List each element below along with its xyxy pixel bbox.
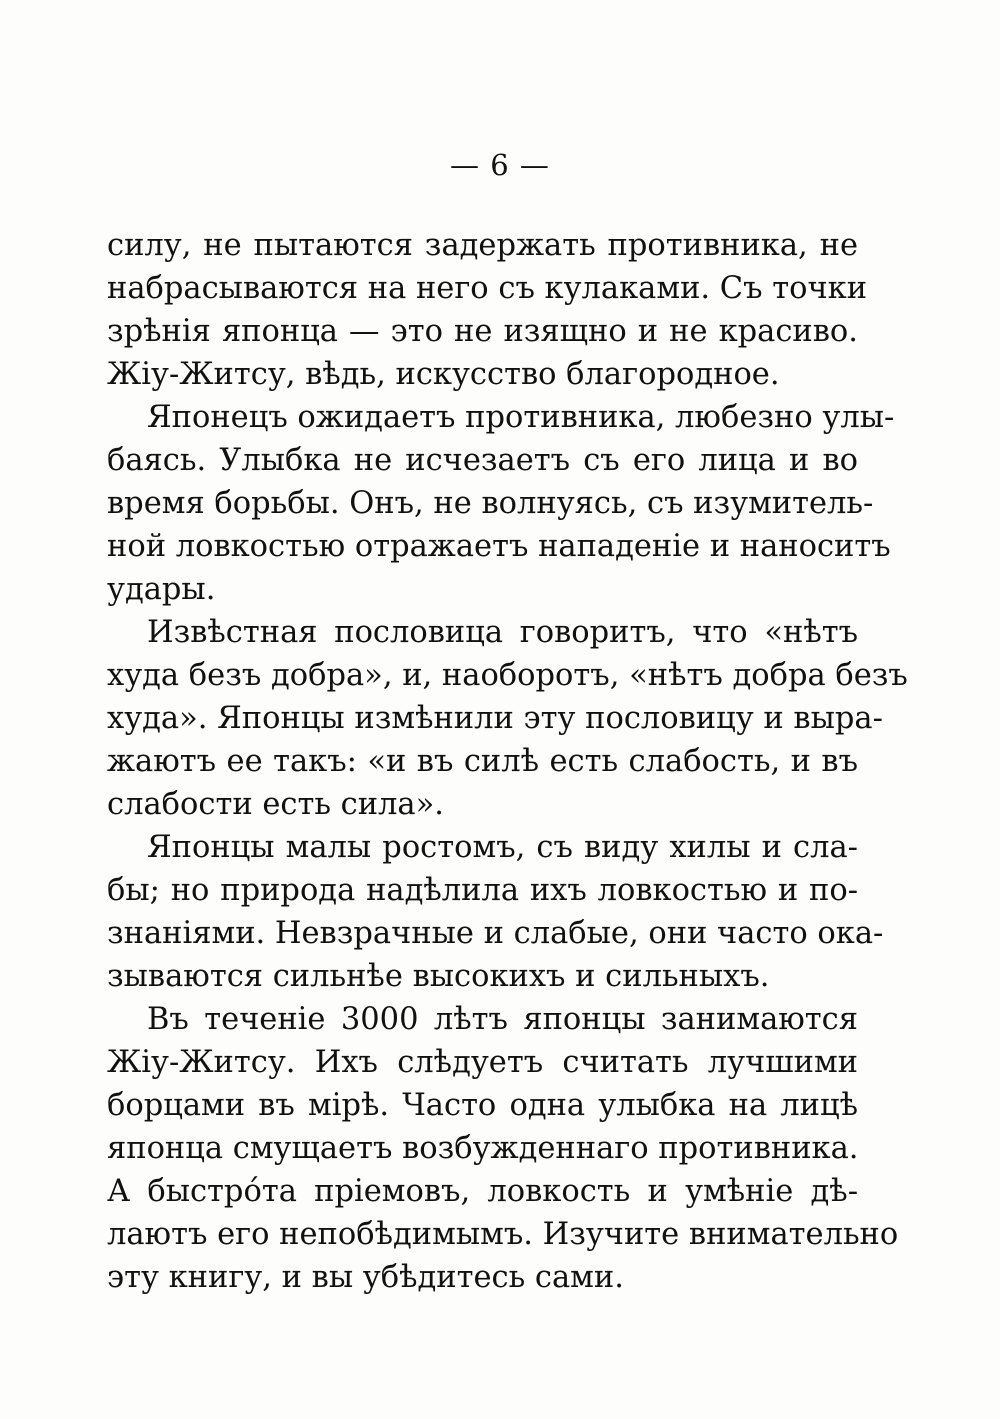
text-line: эту книгу, и вы убѣдитесь сами. bbox=[107, 1260, 624, 1295]
paragraph bbox=[107, 396, 895, 611]
page-number: — 6 — bbox=[450, 148, 550, 182]
paragraph bbox=[107, 224, 868, 396]
text-line: ной ловкостью отражаетъ нападеніе и наноситъ bbox=[107, 529, 891, 564]
text-line: удары. bbox=[107, 572, 216, 607]
text-line: зрѣнія японца — это не изящно и не красиво. bbox=[107, 314, 858, 349]
text-line: Жіу-Житсу. Ихъ слѣдуетъ считать лучшими bbox=[107, 1045, 858, 1080]
text-line: Въ теченіе 3000 лѣтъ японцы занимаются bbox=[147, 1002, 858, 1037]
paragraph bbox=[107, 826, 884, 998]
text-line: жаютъ ее такъ: «и въ силѣ есть слабость, и въ bbox=[107, 744, 858, 779]
text-line: борцами въ мірѣ. Часто одна улыбка на лицѣ bbox=[107, 1088, 858, 1123]
text-line: знаніями. Невзрачные и слабые, они часто ока- bbox=[107, 916, 884, 951]
text-line: набрасываются на него съ кулаками. Съ точки bbox=[107, 271, 868, 306]
text-line: слабости есть сила». bbox=[107, 787, 444, 822]
text-line: Японецъ ожидаетъ противника, любезно улы- bbox=[147, 400, 895, 435]
text-line: лаютъ его непобѣдимымъ. Изучите внимательно bbox=[107, 1217, 899, 1252]
text-line: японца смущаетъ возбужденнаго противника. bbox=[107, 1131, 859, 1166]
text-line: А быстро́та пріемовъ, ловкость и умѣніе дѣ- bbox=[107, 1174, 858, 1209]
page-text bbox=[107, 224, 908, 1299]
paragraph bbox=[107, 611, 908, 826]
text-line: Жіу-Житсу, вѣдь, искусство благородное. bbox=[107, 357, 780, 392]
text-line: худа безъ добра», и, наоборотъ, «нѣтъ добра безъ bbox=[107, 658, 908, 693]
text-line: Японцы малы ростомъ, съ виду хилы и сла- bbox=[147, 830, 858, 865]
text-line: Извѣстная пословица говоритъ, что «нѣтъ bbox=[147, 615, 858, 650]
text-line: худа». Японцы измѣнили эту пословицу и выра- bbox=[107, 701, 883, 736]
paragraph bbox=[107, 998, 899, 1299]
text-line: бы; но природа надѣлила ихъ ловкостью и по- bbox=[107, 873, 858, 908]
text-line: баясь. Улыбка не исчезаетъ съ его лица и во bbox=[107, 443, 858, 478]
text-line: зываются сильнѣе высокихъ и сильныхъ. bbox=[107, 959, 770, 994]
text-line: силу, не пытаются задержать противника, не bbox=[107, 228, 858, 263]
text-line: время борьбы. Онъ, не волнуясь, съ изумитель- bbox=[107, 486, 874, 521]
